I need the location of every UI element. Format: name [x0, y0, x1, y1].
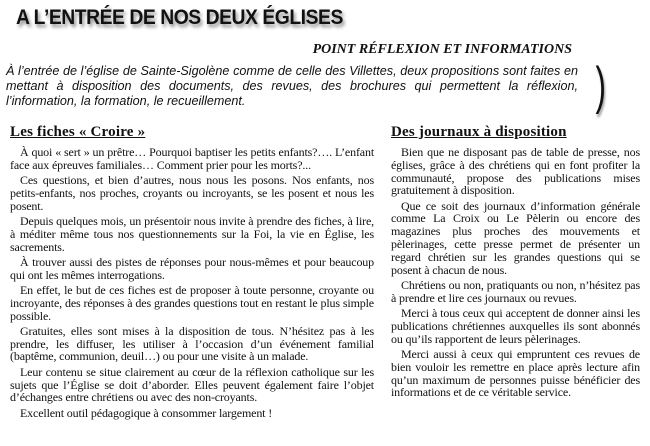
paragraph: À trouver aussi des pistes de réponses pour nous-mêmes et pour beaucoup qui ont les mêmes interrogations. [10, 254, 374, 282]
page-title: A L’ENTRÉE DE NOS DEUX ÉGLISES [16, 6, 343, 29]
column-journaux [391, 124, 640, 402]
paragraph: Merci aussi à ceux qui empruntent ces revues de bien vouloir les remettre en place après lecture afin qu’un maximum de personnes puisse bénéficier des informations et de ce véritable service. [391, 346, 640, 400]
paragraph: Excellent outil pédagogique à consommer largement ! [20, 405, 273, 420]
paragraph: Que ce soit des journaux d’information générale comme La Croix ou Le Pèlerin ou encore des magazines plus proches des mouvements et pèlerinages, cette presse permet de présenter un regard chrétien sur les grandes questions qui se posent à chacun de nous. [391, 198, 640, 277]
column-fiches-croire [10, 124, 374, 422]
section-heading: Les fiches « Croire » [10, 124, 146, 140]
section-heading: Des journaux à disposition [391, 124, 567, 140]
decorative-bracket-icon: ) [595, 57, 606, 115]
paragraph: Bien que ne disposant pas de table de presse, nos églises, grâce à des chrétiens qui en font profiter la communauté, propose des publications mises gratuitement à disposition. [391, 145, 640, 198]
page-subtitle: POINT RÉFLEXION ET INFORMATIONS [312, 42, 572, 57]
paragraph: Gratuites, elles sont mises à la disposition de tous. N’hésitez pas à les prendre, les diffuser, les utiliser à l’occasion d’un événement familial (baptême, communion, deuil…) ou pour une visite à un malade. [10, 323, 374, 364]
paragraph: À quoi « sert » un prêtre… Pourquoi baptiser les petits enfants?…. L’enfant face aux épreuves familiales… Comment prier pour les morts?... [10, 145, 374, 172]
paragraph: Ces questions, et bien d’autres, nous nous les posons. Nos enfants, nos petits-enfants, nos proches, croyants ou incroyants, se les posent et nous les posent. [10, 173, 374, 213]
paragraph: Chrétiens ou non, pratiquants ou non, n’hésitez pas à prendre et lire ces journaux ou revues. [391, 277, 640, 305]
intro-paragraph: À l’entrée de l’église de Sainte-Sigolène comme de celle des Villettes, deux propositions sont faites en mettant à disposition des documents, des revues, des brochures qui permettent la réflexion, l’information, la formation, le recueillement. [6, 64, 578, 108]
paragraph: En effet, le but de ces fiches est de proposer à toute personne, croyante ou incroyante, des réponses à des grandes questions tout en restant le plus simple possible. [10, 282, 374, 323]
paragraph: Leur contenu se situe clairement au cœur de la réflexion catholique sur les sujets que l’Église se doit d’aborder. Elles peuvent également faire l’objet d’échanges entre chrétiens ou avec des non-croyants. [10, 364, 374, 405]
paragraph: Depuis quelques mois, un présentoir nous invite à prendre des fiches, à lire, à méditer même tous nos questionnements sur la Foi, la vie en Église, les sacrements. [10, 213, 374, 254]
paragraph: Merci à tous ceux qui acceptent de donner ainsi les publications chrétiennes auxquelles ils sont abonnés ou qu’ils rapportent de leurs pèlerinages. [391, 306, 640, 346]
